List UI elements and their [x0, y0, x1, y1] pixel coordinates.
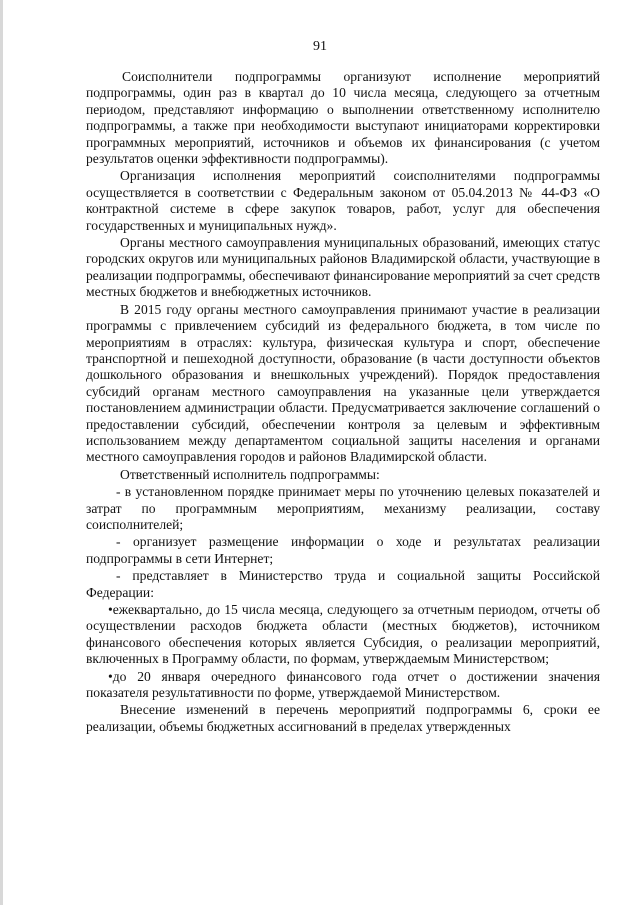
list-item-clarifies-indicators: - в установленном порядке принимает меры по уточнению целевых показателей и затрат по программным мероприятиям, механизму реализации, составу соисполнителей;: [86, 484, 600, 532]
bullet-item-quarterly-reports: •ежеквартально, до 15 числа месяца, следующего за отчетным периодом, отчеты об осуществлении расходов бюджета области (местных бюджетов), источником финансового обеспечения которых является Субсидия, о реализации мероприятий, включенных в Программу области, по формам, утверждаемым Министерством;: [86, 602, 600, 667]
paragraph-federal-law: Организация исполнения мероприятий соисполнителями подпрограммы осуществляется в соответствии с Федеральным законом от 05.04.2013 № 44-ФЗ «О контрактной системе в сфере закупок товаров, работ, услуг для обеспечения государственных и муниципальных нужд».: [86, 168, 600, 233]
paragraph-amendments: Внесение изменений в перечень мероприятий подпрограммы 6, сроки ее реализации, объемы бюджетных ассигнований в пределах утвержденных: [86, 702, 600, 734]
page-edge-shadow: [0, 0, 3, 905]
list-item-publishes-info: - организует размещение информации о ходе и результатах реализации подпрограммы в сети Интернет;: [86, 534, 600, 566]
paragraph-co-executors: Соисполнители подпрограммы организуют исполнение мероприятий подпрограммы, один раз в квартал до 10 числа месяца, следующего за отчетным периодом, представляют информацию о выполнении ответственному исполнителю подпрограммы, а также при необходимости выступают инициаторами корректировки программных мероприятий, источников и объемов их финансирования (с учетом результатов оценки эффективности подпрограммы).: [86, 69, 600, 167]
paragraph-subsidies-2015: В 2015 году органы местного самоуправления принимают участие в реализации программы с привлечением субсидий из федерального бюджета, в том числе по мероприятиям в отраслях: культура, физическая культура и спорт, обеспечение транспортной и пешеходной доступности, образование (в части доступности объектов дошкольного образования и внешкольных учреждений). Порядок предоставления субсидий органам местного самоуправления на указанные цели утверждается постановлением администрации области. Предусматривается заключение соглашений о предоставлении субсидий, обеспечении контроля за целевым и эффективным использованием между департаментом социальной защиты населения и органами местного самоуправления городов и районов Владимирской области.: [86, 301, 600, 465]
list-item-submits-to-ministry: - представляет в Министерство труда и социальной защиты Российской Федерации:: [86, 568, 600, 600]
document-body: [86, 69, 600, 736]
bullet-item-annual-report: •до 20 января очередного финансового года отчет о достижении значения показателя результативности по форме, утверждаемой Министерством.: [86, 668, 600, 701]
paragraph-local-government: Органы местного самоуправления муниципальных образований, имеющих статус городских округов или муниципальных районов Владимирской области, участвующие в реализации подпрограммы, обеспечивают финансирование мероприятий за счет средств местных бюджетов и внебюджетных источников.: [86, 235, 600, 300]
paragraph-responsible-executor: Ответственный исполнитель подпрограммы:: [120, 466, 380, 482]
page-number: 91: [313, 39, 327, 54]
